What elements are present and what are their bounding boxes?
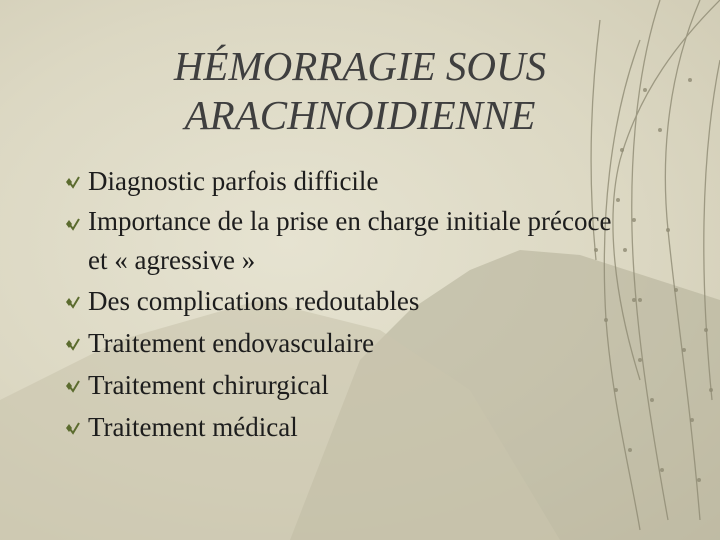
diamond-checkmark-icon: [64, 420, 80, 436]
bullet-item-diagnostic: [64, 160, 624, 202]
bullet-text: Traitement chirurgical: [88, 370, 329, 400]
bullet-item-endovasculaire: [64, 322, 624, 364]
bullet-text: Importance de la prise en charge initiale précoce et « agressive »: [88, 206, 612, 275]
bullet-text: Diagnostic parfois difficile: [88, 166, 379, 196]
bullet-list: [64, 160, 624, 448]
bullet-text: Traitement endovasculaire: [88, 328, 375, 358]
slide-title-line-1: HÉMORRAGIE SOUS: [173, 43, 547, 89]
diamond-checkmark-icon: [64, 174, 80, 190]
bullet-item-complications: [64, 280, 624, 322]
bullet-text: Traitement médical: [88, 412, 298, 442]
slide-title-line-2: ARACHNOIDIENNE: [184, 92, 536, 138]
slide-title: [60, 42, 660, 140]
diamond-checkmark-icon: [64, 294, 80, 310]
diamond-checkmark-icon: [64, 336, 80, 352]
bullet-item-importance: [64, 202, 624, 280]
bullet-text: Des complications redoutables: [88, 286, 420, 316]
bullet-item-medical: [64, 406, 624, 448]
bullet-item-chirurgical: [64, 364, 624, 406]
diamond-checkmark-icon: [64, 216, 80, 232]
diamond-checkmark-icon: [64, 378, 80, 394]
